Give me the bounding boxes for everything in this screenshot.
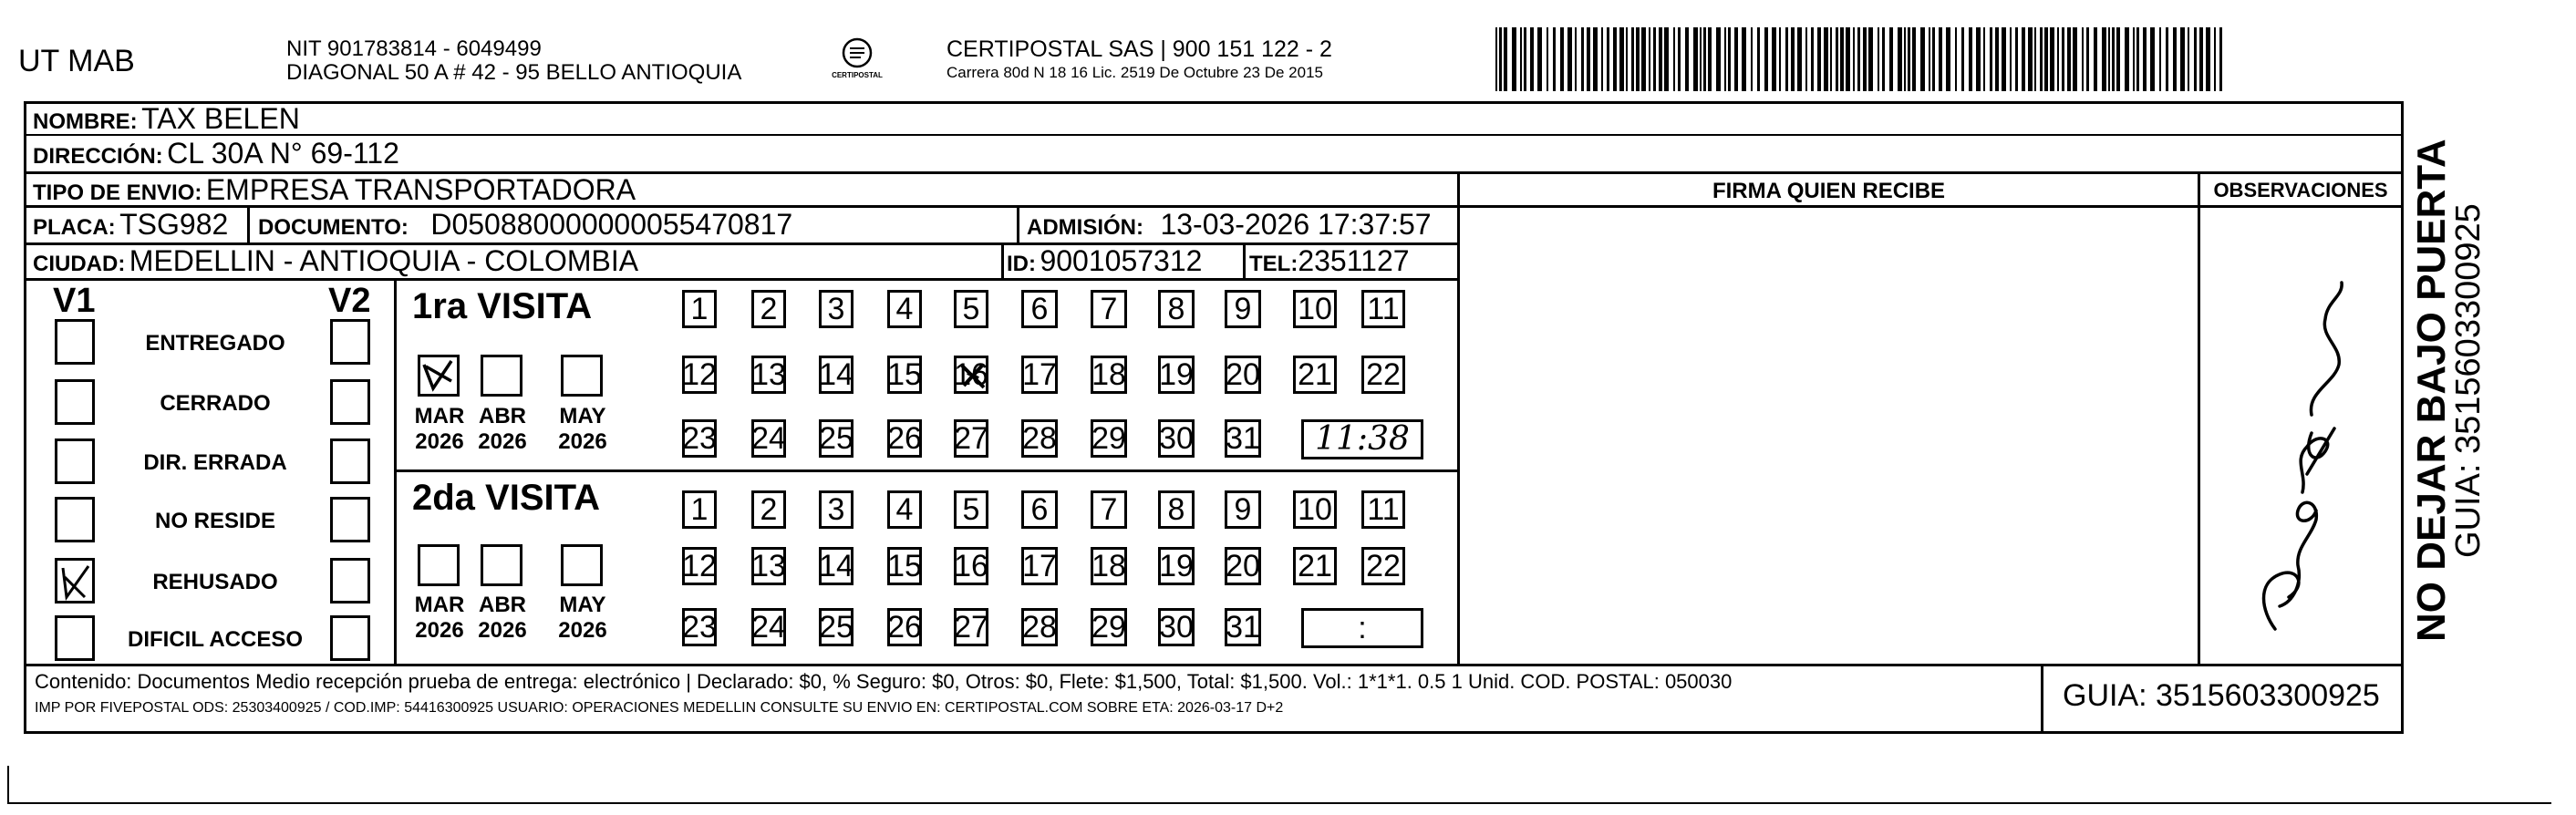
month-checkbox[interactable]: [481, 355, 522, 397]
v2-checkbox[interactable]: [330, 558, 370, 604]
day-box[interactable]: 14: [819, 549, 853, 583]
month-checkbox[interactable]: [418, 544, 460, 586]
v1-checkbox[interactable]: [55, 438, 95, 484]
day-box[interactable]: 28: [1022, 610, 1057, 645]
side-guia: GUIA: 3515603300925: [2449, 203, 2488, 558]
day-box[interactable]: 23: [682, 421, 717, 456]
month-year: 2026: [415, 428, 464, 454]
tel-label: TEL:: [1249, 252, 1298, 276]
time-box[interactable]: :: [1301, 608, 1423, 648]
v2-checkbox[interactable]: [330, 438, 370, 484]
certipostal-logo: [830, 35, 885, 88]
v1-checkbox[interactable]: [55, 497, 95, 542]
day-box[interactable]: 25: [819, 610, 853, 645]
day-box[interactable]: 16: [954, 549, 988, 583]
divider: [1001, 242, 1004, 279]
day-box[interactable]: 20: [1226, 357, 1260, 392]
day-box[interactable]: 8: [1158, 290, 1195, 328]
month-name: MAY: [559, 593, 606, 617]
month-checkbox[interactable]: [418, 355, 460, 397]
day-box[interactable]: 31: [1226, 610, 1260, 645]
month-label: [410, 593, 469, 643]
sender-nit: NIT 901783814 - 6049499: [286, 36, 542, 61]
month-name: ABR: [479, 404, 526, 428]
placa-label: PLACA:: [33, 215, 116, 240]
month-name: ABR: [479, 593, 526, 617]
month-name: MAY: [559, 404, 606, 428]
day-box[interactable]: 19: [1159, 357, 1194, 392]
day-box[interactable]: 22: [1361, 547, 1405, 585]
day-box[interactable]: 18: [1091, 549, 1126, 583]
day-box[interactable]: 16: [954, 357, 988, 392]
day-box[interactable]: 5: [954, 490, 988, 529]
month-label: [473, 593, 532, 643]
day-box[interactable]: 11: [1361, 290, 1405, 328]
day-box[interactable]: 17: [1022, 549, 1057, 583]
side-warning: NO DEJAR BAJO PUERTA: [2409, 139, 2454, 642]
day-box[interactable]: 12: [682, 549, 717, 583]
nombre-label: NOMBRE:: [33, 109, 138, 134]
status-label: CERRADO: [160, 391, 271, 416]
nombre-value: TAX BELEN: [141, 102, 300, 135]
month-label: [473, 404, 532, 454]
day-box[interactable]: 24: [751, 610, 786, 645]
signature: [2225, 246, 2362, 647]
day-box[interactable]: 27: [954, 421, 988, 456]
divider: [1243, 242, 1246, 279]
month-year: 2026: [415, 617, 464, 643]
check-mark-icon: [420, 357, 457, 394]
admision-row: [1027, 208, 1432, 242]
month-year: 2026: [558, 428, 607, 454]
day-box[interactable]: 24: [751, 421, 786, 456]
v1-checkbox[interactable]: [55, 615, 95, 661]
day-box[interactable]: 22: [1361, 356, 1405, 394]
day-box[interactable]: 2: [751, 290, 786, 328]
month-label: [553, 404, 612, 454]
day-box[interactable]: 13: [751, 357, 786, 392]
v2-checkbox[interactable]: [330, 497, 370, 542]
day-box[interactable]: 17: [1022, 357, 1057, 392]
day-box[interactable]: 2: [751, 490, 786, 529]
day-box[interactable]: 12: [682, 357, 717, 392]
day-box[interactable]: 20: [1226, 549, 1260, 583]
first-visit-title: 1ra VISITA: [412, 286, 593, 326]
month-year: 2026: [478, 617, 527, 643]
v2-checkbox[interactable]: [330, 319, 370, 365]
admision-value: 13-03-2026 17:37:57: [1160, 208, 1432, 241]
day-box[interactable]: 27: [954, 610, 988, 645]
company-license: Carrera 80d N 18 16 Lic. 2519 De Octubre 23 De 2015: [947, 64, 1323, 81]
day-box[interactable]: 3: [819, 490, 853, 529]
v1-checkbox[interactable]: [55, 379, 95, 425]
divider: [24, 134, 2404, 136]
month-checkbox[interactable]: [481, 544, 522, 586]
v2-label: V2: [328, 282, 371, 320]
admision-label: ADMISIÓN:: [1027, 215, 1143, 240]
day-box[interactable]: 3: [819, 290, 853, 328]
check-mark-icon: [57, 561, 92, 601]
divider: [24, 664, 2404, 666]
divider: [2198, 171, 2200, 664]
day-box[interactable]: 23: [682, 610, 717, 645]
divider: [394, 469, 1457, 472]
sender-address: DIAGONAL 50 A # 42 - 95 BELLO ANTIOQUIA: [286, 60, 742, 85]
day-box[interactable]: 21: [1293, 547, 1337, 585]
sender-name: UT MAB: [18, 44, 135, 78]
v2-checkbox[interactable]: [330, 379, 370, 425]
day-box[interactable]: 9: [1225, 490, 1261, 529]
day-box[interactable]: 11: [1361, 490, 1405, 529]
day-box[interactable]: 30: [1159, 610, 1194, 645]
month-year: 2026: [558, 617, 607, 643]
month-label: [410, 404, 469, 454]
status-label: REHUSADO: [152, 570, 278, 594]
day-box[interactable]: 25: [819, 421, 853, 456]
month-checkbox[interactable]: [561, 544, 603, 586]
divider: [1457, 171, 1460, 664]
page-border-bottom: [7, 802, 2551, 804]
day-box[interactable]: 10: [1293, 490, 1337, 529]
logo-text: CERTIPOSTAL: [832, 71, 883, 79]
status-label: NO RESIDE: [154, 509, 276, 533]
second-visit-title: 2da VISITA: [412, 478, 600, 518]
day-box[interactable]: 26: [887, 610, 922, 645]
day-box[interactable]: 10: [1293, 290, 1337, 328]
status-label: ENTREGADO: [145, 331, 285, 356]
direccion-row: [33, 137, 399, 170]
day-box[interactable]: 4: [887, 490, 922, 529]
ciudad-value: MEDELLIN - ANTIOQUIA - COLOMBIA: [129, 244, 639, 277]
id-row: [1007, 244, 1202, 278]
day-box[interactable]: 9: [1225, 290, 1261, 328]
day-box[interactable]: 19: [1159, 549, 1194, 583]
status-label: DIR. ERRADA: [143, 450, 287, 475]
day-box[interactable]: 1: [682, 490, 717, 529]
day-box[interactable]: 15: [887, 357, 922, 392]
month-checkbox[interactable]: [561, 355, 603, 397]
direccion-value: CL 30A N° 69-112: [167, 137, 399, 170]
day-box[interactable]: 1: [682, 290, 717, 328]
tipo-row: [33, 173, 636, 207]
day-box[interactable]: 26: [887, 421, 922, 456]
v2-checkbox[interactable]: [330, 615, 370, 661]
v1-checkbox[interactable]: [55, 558, 95, 604]
day-box[interactable]: 6: [1021, 490, 1058, 529]
day-box[interactable]: 5: [954, 290, 988, 328]
day-box[interactable]: 7: [1091, 290, 1127, 328]
placa-row: [33, 208, 228, 242]
documento-row: [258, 208, 792, 242]
divider: [2041, 664, 2043, 734]
observaciones-header: OBSERVACIONES: [2213, 179, 2388, 201]
time-box-written[interactable]: 11:38: [1301, 419, 1423, 459]
footer-content-line: Contenido: Documentos Medio recepción prueba de entrega: electrónico | Declarado: $0, % Seguro: $0, Otros: $0, Flete: $1,500, Total: $1,500. Vol.: 1*1*1. 0.5 1 Unid. COD. POSTAL: 050030: [35, 670, 1733, 693]
month-label: [553, 593, 612, 643]
nombre-row: [33, 102, 300, 136]
month-year: 2026: [478, 428, 527, 454]
day-box[interactable]: 30: [1159, 421, 1194, 456]
documento-label: DOCUMENTO:: [258, 215, 409, 240]
month-name: MAR: [414, 593, 465, 617]
v1-label: V1: [53, 282, 96, 320]
direccion-label: DIRECCIÓN:: [33, 144, 163, 169]
marked-day-icon: [958, 360, 988, 391]
page-border-left: [7, 766, 9, 804]
ciudad-label: CIUDAD:: [33, 252, 126, 276]
day-box[interactable]: 13: [751, 549, 786, 583]
day-box[interactable]: 28: [1022, 421, 1057, 456]
day-box[interactable]: 7: [1091, 490, 1127, 529]
day-box[interactable]: 14: [819, 357, 853, 392]
month-name: MAR: [414, 404, 465, 428]
tipo-label: TIPO DE ENVIO:: [33, 181, 202, 205]
barcode: [1495, 27, 2225, 93]
tel-row: [1249, 244, 1410, 278]
day-box[interactable]: 31: [1226, 421, 1260, 456]
id-value: 9001057312: [1040, 244, 1203, 277]
day-box[interactable]: 15: [887, 549, 922, 583]
tel-value: 2351127: [1298, 244, 1410, 277]
id-label: ID:: [1007, 252, 1036, 276]
documento-value: D050880000000055470817: [430, 208, 793, 241]
placa-value: TSG982: [119, 208, 229, 241]
divider: [1017, 205, 1019, 243]
v1-checkbox[interactable]: [55, 319, 95, 365]
day-box[interactable]: 4: [887, 290, 922, 328]
day-box[interactable]: 21: [1293, 356, 1337, 394]
ciudad-row: [33, 244, 638, 278]
day-box[interactable]: 29: [1091, 610, 1126, 645]
company-name: CERTIPOSTAL SAS | 900 151 122 - 2: [947, 36, 1332, 62]
day-box[interactable]: 6: [1021, 290, 1058, 328]
firma-header: FIRMA QUIEN RECIBE: [1712, 179, 1946, 203]
divider: [247, 205, 250, 243]
day-box[interactable]: 8: [1158, 490, 1195, 529]
day-box[interactable]: 29: [1091, 421, 1126, 456]
guia-number: GUIA: 3515603300925: [2063, 678, 2380, 713]
day-box[interactable]: 18: [1091, 357, 1126, 392]
footer-print-line: IMP POR FIVEPOSTAL ODS: 25303400925 / COD.IMP: 54416300925 USUARIO: OPERACIONES MEDELLIN CONSULTE SU ENVIO EN: CERTIPOSTAL.COM SOBRE ETA: 2026-03-17 D+2: [35, 700, 1284, 716]
tipo-value: EMPRESA TRANSPORTADORA: [205, 173, 636, 206]
status-label: DIFICIL ACCESO: [127, 627, 303, 652]
